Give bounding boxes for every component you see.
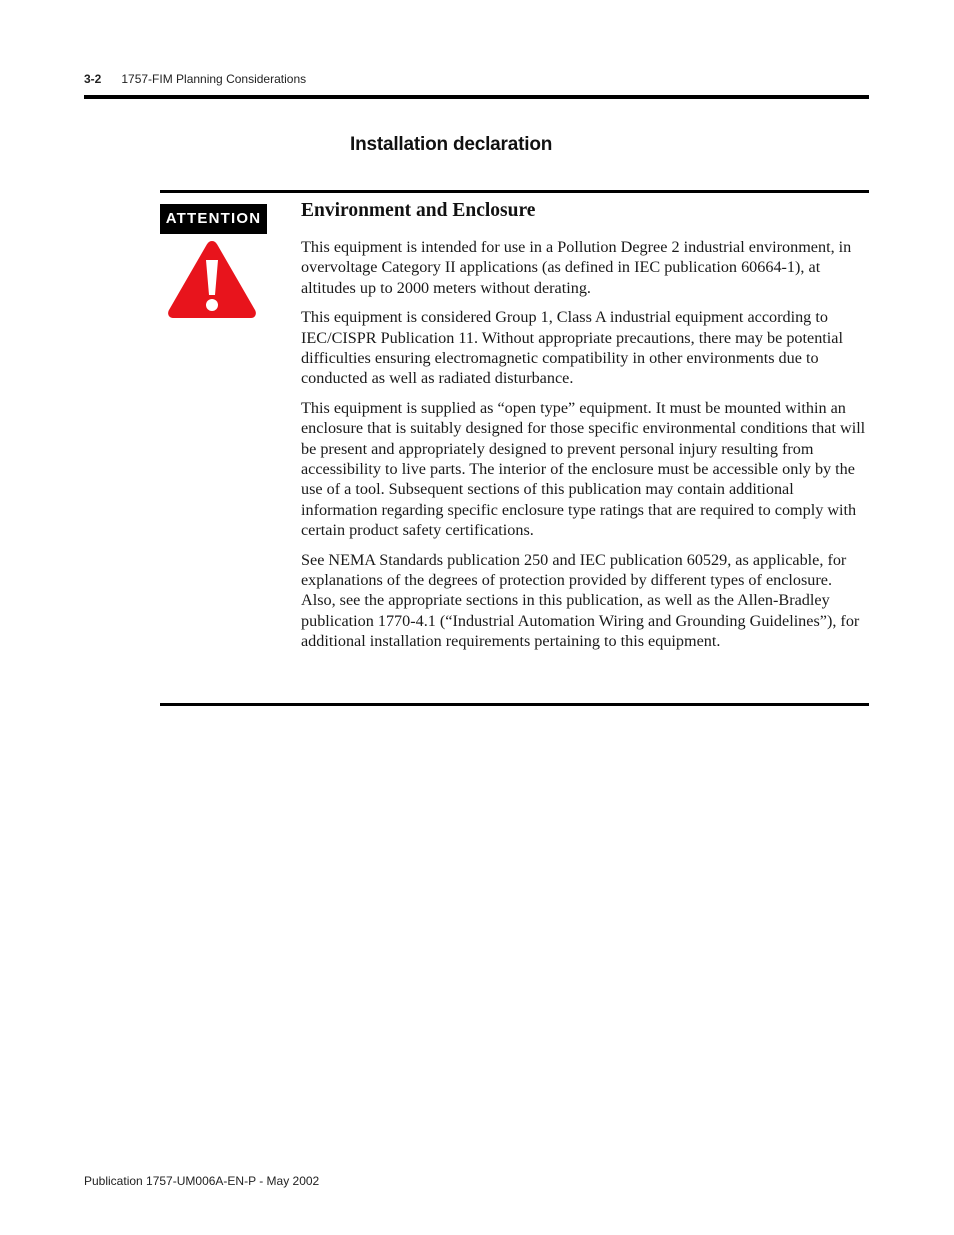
section-title: Installation declaration <box>350 134 553 155</box>
attention-box-bottom-rule <box>160 703 869 706</box>
attention-badge: ATTENTION <box>160 204 267 234</box>
page-footer: Publication 1757-UM006A-EN-P - May 2002 <box>84 1174 320 1188</box>
attention-heading: Environment and Enclosure <box>301 200 536 221</box>
attention-paragraph: This equipment is intended for use in a Pollution Degree 2 industrial environment, in overvoltage Category II applications (as defined in IEC publication 60664-1), at altitudes up to 2000 meters without derating. <box>301 238 852 297</box>
attention-paragraph: This equipment is considered Group 1, Class A industrial equipment according to IEC/CISPR Publication 11. Without appropriate precautions, there may be potential difficulties ensuring electromagnetic compatibility in other environments due to conducted as well as radiated disturbance. <box>301 308 843 388</box>
page-header <box>84 72 306 86</box>
attention-paragraph: This equipment is supplied as “open type” equipment. It must be mounted within an enclosure that is suitably designed for those specific environmental conditions that will be present and appropriately designed to prevent personal injury resulting from accessibility to live parts. The interior of the enclosure must be accessible only by the use of a tool. Subsequent sections of this publication may contain additional information regarding specific enclosure type ratings that are required to comply with certain product safety certifications. <box>301 399 866 539</box>
attention-paragraph: See NEMA Standards publication 250 and IEC publication 60529, as applicable, for explanations of the degrees of protection provided by different types of enclosure. Also, see the appropriate sections in this publication, as well as the Allen-Bradley publication 1770-4.1 (“Industrial Automation Wiring and Grounding Guidelines”), for additional installation requirements pertaining to this equipment. <box>301 550 860 650</box>
warning-triangle-icon <box>166 238 258 320</box>
chapter-title: 1757-FIM Planning Considerations <box>121 72 307 86</box>
warning-exclamation-dot <box>206 299 218 311</box>
attention-body <box>301 237 869 661</box>
header-rule <box>84 95 869 99</box>
page-number: 3-2 <box>84 72 102 86</box>
attention-box-top-rule <box>160 190 869 193</box>
